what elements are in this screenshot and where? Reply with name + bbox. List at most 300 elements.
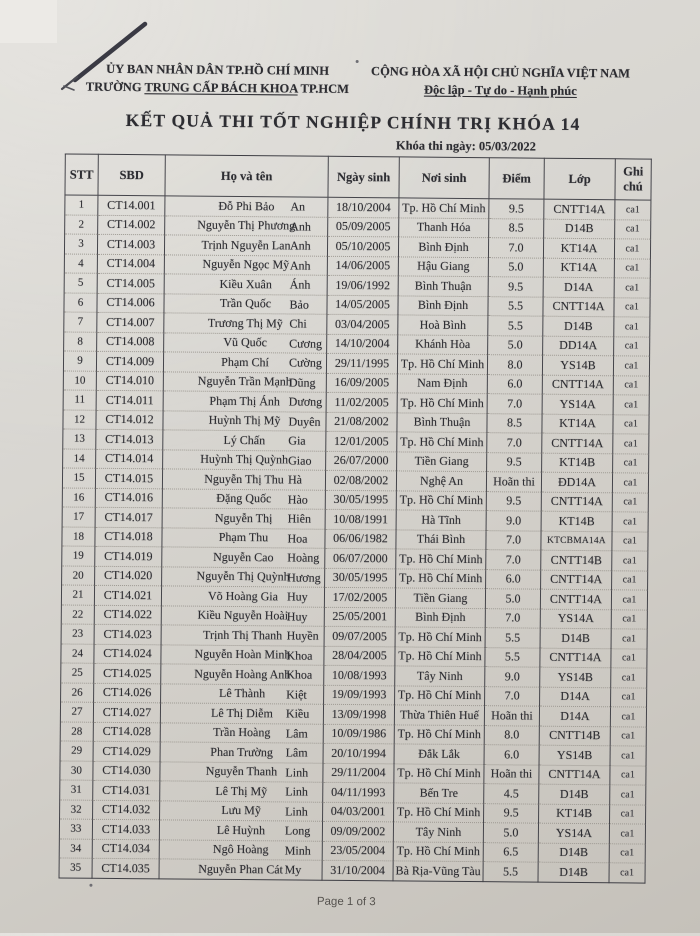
given-name: Minh xyxy=(284,842,311,858)
cell-birthdate: 14/06/2005 xyxy=(327,256,398,276)
cell-sbd: CT14.020 xyxy=(95,566,162,586)
cell-class: YS14B xyxy=(539,745,610,765)
cell-class: D14A xyxy=(540,687,611,707)
issuing-org-block xyxy=(61,59,373,98)
cell-stt: 26 xyxy=(61,682,94,702)
cell-birthdate: 17/02/2005 xyxy=(324,587,395,607)
cell-birthdate: 26/07/2000 xyxy=(326,451,397,471)
cell-stt: 33 xyxy=(59,819,92,839)
cell-note: ca1 xyxy=(611,687,647,707)
header-birthplace: Nơi sinh xyxy=(399,157,489,199)
cell-note: ca1 xyxy=(613,434,649,454)
cell-class: KT14A xyxy=(542,414,613,434)
cell-stt: 6 xyxy=(64,292,97,312)
cell-name xyxy=(161,625,324,646)
given-name: An xyxy=(290,199,306,214)
cell-birthplace: Khánh Hòa xyxy=(398,334,488,354)
given-name: Cường xyxy=(288,355,322,370)
cell-note: ca1 xyxy=(614,297,650,317)
cell-sbd: CT14.018 xyxy=(95,527,162,547)
cell-birthdate: 14/10/2004 xyxy=(327,334,398,354)
cell-birthplace: Bình Định xyxy=(398,237,488,257)
page-number: Page 1 of 3 xyxy=(316,895,376,909)
header-note: Ghi chú xyxy=(615,159,651,200)
header-name: Họ và tên xyxy=(165,155,328,197)
results-table-body xyxy=(59,195,651,883)
cell-class: KT14B xyxy=(542,453,613,473)
cell-note: ca1 xyxy=(612,512,648,532)
cell-birthdate: 11/02/2005 xyxy=(326,392,397,412)
cell-class: KT14A xyxy=(543,258,614,278)
cell-birthdate: 06/07/2000 xyxy=(325,548,396,568)
cell-score: 7.0 xyxy=(485,686,540,706)
cell-stt: 20 xyxy=(62,565,95,585)
national-motto-block xyxy=(355,62,645,101)
cell-name xyxy=(159,839,322,860)
cell-score: Hoãn thi xyxy=(484,764,539,784)
cell-score: 9.5 xyxy=(489,199,544,219)
cell-name xyxy=(160,722,323,743)
cell-class: KT14B xyxy=(539,804,610,824)
cell-name xyxy=(160,781,323,802)
cell-note: ca1 xyxy=(613,395,649,415)
family-middle-name: Võ Hoàng Gia xyxy=(207,588,279,604)
org-name-underlined: TRUNG CẤP BÁCH KHOA xyxy=(144,80,298,96)
cell-birthplace: Tp. Hồ Chí Minh xyxy=(395,685,485,705)
cell-birthplace: Tp. Hồ Chí Minh xyxy=(394,802,484,822)
cell-sbd: CT14.028 xyxy=(93,722,160,742)
cell-name xyxy=(164,254,327,275)
given-name: Dũng xyxy=(288,374,316,390)
cell-sbd: CT14.017 xyxy=(95,507,162,527)
cell-note: ca1 xyxy=(611,668,647,688)
cell-stt: 32 xyxy=(60,799,93,819)
cell-birthdate: 05/09/2005 xyxy=(328,217,399,237)
cell-note: ca1 xyxy=(611,629,647,649)
family-middle-name: Đặng Quốc xyxy=(216,491,272,506)
header-score: Điểm xyxy=(489,158,544,199)
cell-class: YS14B xyxy=(540,667,611,687)
family-middle-name: Lê Thị Mỹ xyxy=(215,783,268,799)
family-middle-name: Lê Thị Diễm xyxy=(211,705,273,721)
cell-score: 9.5 xyxy=(484,803,539,823)
cell-note: ca1 xyxy=(611,609,647,629)
cell-birthplace: Tp. Hồ Chí Minh xyxy=(394,763,484,783)
family-middle-name: Phạm Thu xyxy=(218,530,269,545)
cell-name xyxy=(161,683,324,704)
family-middle-name: Trương Thị Mỹ xyxy=(207,315,283,331)
cell-stt: 13 xyxy=(63,429,96,449)
cell-name xyxy=(160,761,323,782)
family-middle-name: Nguyễn Hoàn Minh xyxy=(194,646,291,662)
cell-birthdate: 29/11/1995 xyxy=(326,353,397,373)
cell-score: 6.0 xyxy=(486,569,541,589)
cell-stt: 35 xyxy=(59,858,92,878)
family-middle-name: Nguyễn Thị Phương xyxy=(197,217,296,233)
cell-note: ca1 xyxy=(614,239,650,259)
cell-class: D14B xyxy=(538,843,609,863)
cell-sbd: CT14.033 xyxy=(92,819,159,839)
given-name: Giao xyxy=(288,452,312,468)
cell-stt: 10 xyxy=(63,370,96,390)
given-name: Hương xyxy=(287,569,321,585)
cell-name xyxy=(160,703,323,724)
cell-class: CNTT14A xyxy=(543,297,614,317)
given-name: Lâm xyxy=(285,725,308,741)
cell-birthplace: Tây Ninh xyxy=(393,822,483,842)
cell-class: CNTT14A xyxy=(542,375,613,395)
cell-name xyxy=(164,274,327,295)
cell-sbd: CT14.001 xyxy=(98,195,165,215)
given-name: Duyên xyxy=(288,413,321,429)
cell-name xyxy=(160,742,323,763)
cell-sbd: CT14.011 xyxy=(96,390,163,410)
page-title: KẾT QUẢ THI TỐT NGHIỆP CHÍNH TRỊ KHÓA 14 xyxy=(125,110,581,134)
cell-note: ca1 xyxy=(613,414,649,434)
cell-stt: 2 xyxy=(65,215,98,235)
cell-birthplace: Tp. Hồ Chí Minh xyxy=(399,198,489,218)
family-middle-name: Lý Chấn xyxy=(223,432,266,448)
cell-class: YS14A xyxy=(542,394,613,414)
cell-class: D14B xyxy=(543,316,614,336)
cell-birthdate: 03/04/2005 xyxy=(327,314,398,334)
cell-sbd: CT14.025 xyxy=(94,663,161,683)
family-middle-name: Lê Thành xyxy=(219,686,266,701)
cell-name xyxy=(161,664,324,685)
cell-score: 7.0 xyxy=(486,530,541,550)
family-middle-name: Kiều Nguyễn Hoài xyxy=(197,607,289,623)
cell-class: D14A xyxy=(543,277,614,297)
cell-sbd: CT14.007 xyxy=(97,312,164,332)
cell-sbd: CT14.004 xyxy=(97,254,164,274)
given-name: Khoa xyxy=(286,667,313,682)
cell-birthplace: Nghệ An xyxy=(396,471,486,491)
cell-class: D14A xyxy=(539,706,610,726)
cell-stt: 12 xyxy=(63,409,96,429)
cell-class: D14B xyxy=(539,784,610,804)
cell-birthdate: 30/05/1995 xyxy=(325,490,396,510)
cell-stt: 29 xyxy=(60,741,93,761)
family-middle-name: Nguyễn Cao xyxy=(213,549,274,565)
cell-birthplace: Thanh Hóa xyxy=(399,217,489,237)
cell-class: D14B xyxy=(544,219,615,239)
cell-sbd: CT14.027 xyxy=(93,702,160,722)
given-name: Lâm xyxy=(285,745,308,760)
cell-birthdate: 14/05/2005 xyxy=(327,295,398,315)
cell-class: KTCBMA14A xyxy=(541,531,612,551)
cell-note: ca1 xyxy=(614,317,650,337)
cell-name xyxy=(160,800,323,821)
family-middle-name: Nguyễn Trần Mạnh xyxy=(197,373,292,389)
cell-stt: 5 xyxy=(64,273,97,293)
cell-sbd: CT14.029 xyxy=(93,741,160,761)
cell-name xyxy=(164,313,327,334)
cell-name xyxy=(162,488,325,509)
cell-score: 6.5 xyxy=(483,842,538,862)
cell-birthdate: 12/01/2005 xyxy=(326,431,397,451)
given-name: Hoa xyxy=(287,530,308,546)
cell-birthdate: 21/08/2002 xyxy=(326,412,397,432)
cell-note: ca1 xyxy=(609,863,645,883)
family-middle-name: Nguyễn Thị xyxy=(214,510,273,526)
given-name: Anh xyxy=(290,218,311,234)
cell-score: 5.5 xyxy=(485,628,540,648)
cell-class: ĐD14A xyxy=(541,472,612,492)
cell-name xyxy=(164,293,327,314)
cell-score: 5.0 xyxy=(488,335,543,355)
cell-sbd: CT14.024 xyxy=(94,644,161,664)
given-name: My xyxy=(284,862,302,877)
motto-line1: CỘNG HÒA XÃ HỘI CHỦ NGHĨA VIỆT NAM xyxy=(371,64,631,81)
cell-name xyxy=(162,469,325,490)
cell-sbd: CT14.008 xyxy=(97,332,164,352)
cell-birthplace: Bình Định xyxy=(395,607,485,627)
cell-score: 5.5 xyxy=(488,296,543,316)
family-middle-name: Nguyễn Ngọc Mỹ xyxy=(202,256,290,272)
cell-score: 7.0 xyxy=(487,433,542,453)
cell-sbd: CT14.022 xyxy=(94,605,161,625)
cell-stt: 25 xyxy=(61,663,94,683)
cell-birthplace: Tp. Hồ Chí Minh xyxy=(397,354,487,374)
cell-note: ca1 xyxy=(612,492,648,512)
cell-note: ca1 xyxy=(610,707,646,727)
cell-sbd: CT14.012 xyxy=(96,410,163,430)
cell-sbd: CT14.002 xyxy=(98,215,165,235)
results-table-header xyxy=(65,154,651,200)
given-name: Kiệt xyxy=(286,686,307,702)
family-middle-name: Nguyễn Hoàng Anh xyxy=(194,666,291,682)
given-name: Kiều xyxy=(285,706,310,721)
cell-name xyxy=(164,332,327,353)
cell-sbd: CT14.031 xyxy=(93,780,160,800)
cell-sbd: CT14.019 xyxy=(95,546,162,566)
family-middle-name: Phạm Chí xyxy=(221,354,269,370)
given-name: Linh xyxy=(285,784,309,799)
cell-class: CNTT14A xyxy=(540,589,611,609)
cell-stt: 11 xyxy=(63,390,96,410)
cell-note: ca1 xyxy=(614,258,650,278)
cell-birthdate: 23/05/2004 xyxy=(322,841,393,861)
cell-score: 5.5 xyxy=(485,647,540,667)
family-middle-name: Phan Trường xyxy=(210,744,273,760)
cell-birthdate: 09/07/2005 xyxy=(324,626,395,646)
cell-birthplace: Tiền Giang xyxy=(397,451,487,471)
cell-birthplace: Tp. Hồ Chí Minh xyxy=(395,627,485,647)
cell-name xyxy=(161,605,324,626)
cell-birthplace: Tp. Hồ Chí Minh xyxy=(394,724,484,744)
cell-class: CNTT14A xyxy=(541,570,612,590)
family-middle-name: Nguyễn Phan Cát xyxy=(198,861,283,877)
cell-birthplace: Tp. Hồ Chí Minh xyxy=(395,646,485,666)
family-middle-name: Nguyễn Thị Thu xyxy=(204,471,284,487)
given-name: Anh xyxy=(289,257,311,273)
cell-birthdate: 10/08/1991 xyxy=(325,509,396,529)
cell-stt: 34 xyxy=(59,838,92,858)
header-birthdate: Ngày sinh xyxy=(328,156,399,198)
family-middle-name: Trần Hoàng xyxy=(213,725,271,740)
cell-birthplace: Tp. Hồ Chí Minh xyxy=(397,432,487,452)
cell-name xyxy=(161,644,324,665)
family-middle-name: Trần Quốc xyxy=(219,296,272,311)
cell-birthdate: 19/06/1992 xyxy=(327,275,398,295)
cell-note: ca1 xyxy=(612,473,648,493)
cell-note: ca1 xyxy=(612,551,648,571)
cell-score: 8.0 xyxy=(484,725,539,745)
cell-birthdate: 10/08/1993 xyxy=(324,665,395,685)
cell-note: ca1 xyxy=(614,336,650,356)
cell-note: ca1 xyxy=(613,375,649,395)
cell-birthplace: Tp. Hồ Chí Minh xyxy=(393,841,483,861)
family-middle-name: Huỳnh Thị Quỳnh xyxy=(200,451,289,467)
cell-class: D14B xyxy=(538,862,609,882)
cell-class: YS14A xyxy=(538,823,609,843)
cell-score: 5.5 xyxy=(488,316,543,336)
cell-note: ca1 xyxy=(610,765,646,785)
cell-name xyxy=(163,352,326,373)
cell-stt: 28 xyxy=(60,721,93,741)
cell-class: CNTT14A xyxy=(544,199,615,219)
cell-class: KT14B xyxy=(541,511,612,531)
given-name: Gia xyxy=(288,433,306,448)
cell-note: ca1 xyxy=(609,843,645,863)
cell-stt: 24 xyxy=(61,643,94,663)
header-class: Lớp xyxy=(544,158,615,200)
scan-speck xyxy=(89,884,92,887)
given-name: Huy xyxy=(286,608,308,624)
cell-birthplace: Bình Thuận xyxy=(397,412,487,432)
cell-class: CNTT14A xyxy=(539,765,610,785)
cell-stt: 14 xyxy=(63,448,96,468)
cell-sbd: CT14.030 xyxy=(93,761,160,781)
cell-sbd: CT14.016 xyxy=(95,488,162,508)
cell-class: DD14A xyxy=(543,336,614,356)
given-name: Bảo xyxy=(289,296,309,312)
cell-score: 9.5 xyxy=(487,452,542,472)
given-name: Huyền xyxy=(286,628,319,643)
cell-class: D14B xyxy=(540,628,611,648)
cell-birthplace: Hậu Giang xyxy=(398,256,488,276)
cell-score: 9.0 xyxy=(485,667,540,687)
cell-sbd: CT14.034 xyxy=(92,839,159,859)
given-name: Chi xyxy=(289,316,307,331)
cell-name xyxy=(163,391,326,412)
cell-name xyxy=(165,196,328,217)
cell-birthplace: Tp. Hồ Chí Minh xyxy=(396,568,486,588)
cell-class: CNTT14A xyxy=(540,648,611,668)
cell-class: CNTT14B xyxy=(541,550,612,570)
cell-birthdate: 16/09/2005 xyxy=(326,373,397,393)
cell-score: 7.0 xyxy=(488,238,543,258)
cell-stt: 16 xyxy=(62,487,95,507)
cell-sbd: CT14.032 xyxy=(93,800,160,820)
exam-date-label: Khóa thi ngày: 05/03/2022 xyxy=(395,138,536,154)
cell-stt: 1 xyxy=(65,195,98,215)
cell-score: 7.0 xyxy=(485,608,540,628)
cell-sbd: CT14.013 xyxy=(96,429,163,449)
cell-sbd: CT14.005 xyxy=(97,273,164,293)
family-middle-name: Vũ Quốc xyxy=(223,335,268,350)
cell-score: 7.0 xyxy=(487,394,542,414)
given-name: Long xyxy=(284,823,311,838)
given-name: Hào xyxy=(287,491,308,507)
org-line2: TRƯỜNG TRUNG CẤP BÁCH KHOA TP.HCM xyxy=(85,79,350,96)
cell-score: Hoãn thi xyxy=(484,706,539,726)
cell-stt: 15 xyxy=(62,468,95,488)
cell-sbd: CT14.023 xyxy=(94,624,161,644)
cell-score: Hoãn thi xyxy=(486,472,541,492)
cell-score: 9.5 xyxy=(486,491,541,511)
cell-class: YS14A xyxy=(540,609,611,629)
cell-birthplace: Tp. Hồ Chí Minh xyxy=(396,490,486,510)
cell-birthplace: Bến Tre xyxy=(394,783,484,803)
cell-stt: 30 xyxy=(60,760,93,780)
cell-note: ca1 xyxy=(610,785,646,805)
cell-sbd: CT14.010 xyxy=(96,371,163,391)
cell-birthplace: Tiền Giang xyxy=(395,588,485,608)
family-middle-name: Ngô Hoàng xyxy=(212,842,269,857)
given-name: Ánh xyxy=(289,277,311,292)
cell-note: ca1 xyxy=(610,726,646,746)
cell-birthdate: 28/04/2005 xyxy=(324,646,395,666)
cell-birthdate: 20/10/1994 xyxy=(323,743,394,763)
cell-stt: 19 xyxy=(62,546,95,566)
cell-sbd: CT14.014 xyxy=(96,449,163,469)
cell-note: ca1 xyxy=(610,746,646,766)
cell-note: ca1 xyxy=(613,453,649,473)
cell-stt: 7 xyxy=(64,312,97,332)
family-middle-name: Kiều Xuân xyxy=(219,276,272,292)
cell-stt: 23 xyxy=(61,624,94,644)
cell-birthdate: 10/09/1986 xyxy=(323,724,394,744)
cell-score: 6.0 xyxy=(487,374,542,394)
cell-sbd: CT14.035 xyxy=(92,858,159,878)
org-line1: ỦY BAN NHÂN DÂN TP.HỒ CHÍ MINH xyxy=(106,61,330,78)
family-middle-name: Nguyễn Thanh xyxy=(205,764,278,779)
cell-stt: 27 xyxy=(60,702,93,722)
given-name: Huy xyxy=(286,589,308,604)
given-name: Dương xyxy=(288,394,323,409)
cell-note: ca1 xyxy=(613,356,649,376)
cell-birthplace: Bình Định xyxy=(398,295,488,315)
cell-birthplace: Tp. Hồ Chí Minh xyxy=(397,393,487,413)
cell-note: ca1 xyxy=(615,200,651,220)
cell-score: 8.5 xyxy=(487,413,542,433)
cell-note: ca1 xyxy=(609,824,645,844)
given-name: Linh xyxy=(285,764,309,780)
cell-class: KT14A xyxy=(543,238,614,258)
cell-score: 5.0 xyxy=(485,589,540,609)
cell-sbd: CT14.006 xyxy=(97,293,164,313)
cell-score: 6.0 xyxy=(484,745,539,765)
cell-sbd: CT14.003 xyxy=(97,234,164,254)
cell-birthplace: Bình Thuận xyxy=(398,276,488,296)
cell-name xyxy=(163,410,326,431)
cell-stt: 21 xyxy=(61,585,94,605)
cell-note: ca1 xyxy=(610,804,646,824)
cell-name xyxy=(162,527,325,548)
family-middle-name: Phạm Thị Ánh xyxy=(209,393,280,409)
cell-birthdate: 09/09/2002 xyxy=(322,821,393,841)
family-middle-name: Đỗ Phi Bảo xyxy=(218,198,275,214)
cell-note: ca1 xyxy=(611,590,647,610)
cell-score: 5.0 xyxy=(483,823,538,843)
cell-stt: 4 xyxy=(64,253,97,273)
cell-birthplace: Tây Ninh xyxy=(395,666,485,686)
cell-score: 9.0 xyxy=(486,511,541,531)
cell-birthdate: 29/11/2004 xyxy=(323,763,394,783)
cell-birthdate: 06/06/1982 xyxy=(325,529,396,549)
cell-name xyxy=(162,508,325,529)
